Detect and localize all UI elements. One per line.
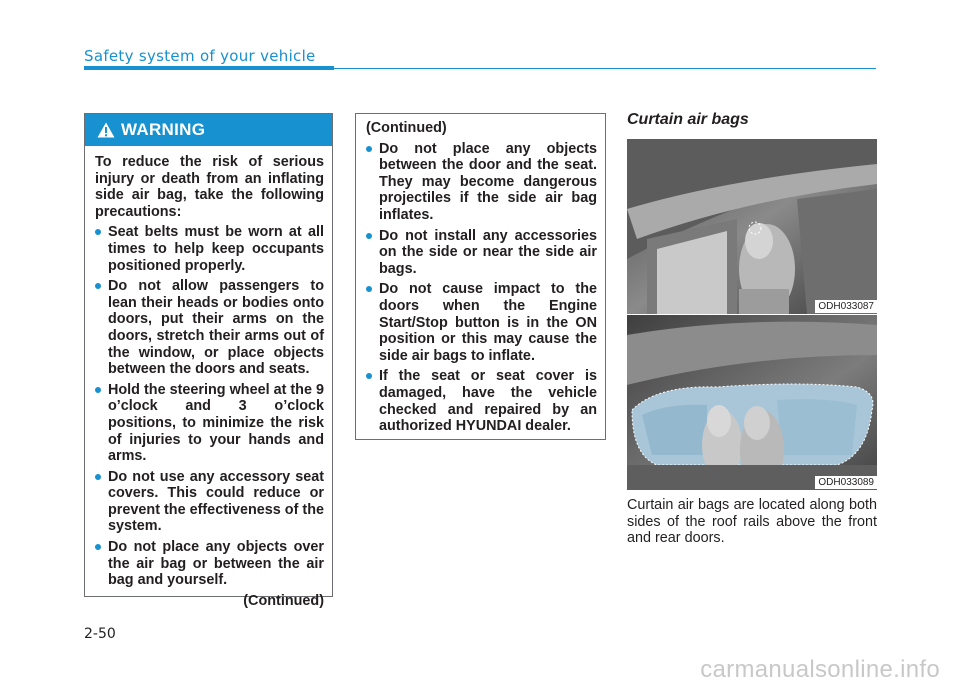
page-number: 2-50	[84, 626, 116, 642]
warning-bar	[85, 114, 332, 146]
bullet-dot	[95, 474, 101, 480]
list-item: Seat belts must be worn at all times to help keep occupants positioned properly.	[95, 224, 324, 274]
section-title: Curtain air bags	[627, 111, 749, 128]
continued-label: (Continued)	[243, 592, 324, 609]
list-item: Do not place any objects over the air bag or between the air bag and yourself.	[95, 539, 324, 589]
list-item: Do not install any accessories on the side or near the side air bags.	[366, 228, 597, 278]
car-interior-photo-before	[627, 139, 877, 314]
warning-box	[84, 113, 333, 609]
warning-triangle-icon	[97, 122, 115, 138]
header-rule-thin	[334, 68, 876, 69]
continued-box	[355, 113, 606, 440]
continued-list	[366, 141, 597, 435]
continued-heading: (Continued)	[366, 120, 447, 136]
bullet-dot	[95, 229, 101, 235]
list-item: Do not place any objects between the door and the seat. They may become dangerous projectiles if the side air bag inflates.	[366, 141, 597, 224]
list-item: Do not use any accessory seat covers. This could reduce or prevent the effectiveness of the system.	[95, 469, 324, 535]
list-item: Do not allow passengers to lean their heads or bodies onto doors, put their arms on the doors, stretch their arms out of the window, or place objects between the doors and seats.	[95, 278, 324, 378]
header-rule-thick	[84, 66, 334, 70]
warning-intro: To reduce the risk of serious injury or death from an inflating side air bag, take the following precautions:	[95, 154, 324, 220]
watermark: carmanualsonline.info	[700, 656, 940, 683]
bullet-dot	[366, 373, 372, 379]
list-item: If the seat or seat cover is damaged, have the vehicle checked and repaired by an authorized HYUNDAI dealer.	[366, 368, 597, 434]
warning-list	[95, 224, 324, 588]
section-header-title: Safety system of your vehicle	[84, 47, 316, 65]
list-item: Do not cause impact to the doors when the Engine Start/Stop button is in the ON position or this may cause the side air bags to inflate.	[366, 281, 597, 364]
section-description: Curtain air bags are located along both sides of the roof rails above the front and rear doors.	[627, 497, 877, 547]
image-code: ODH033087	[815, 300, 877, 313]
warning-body	[85, 146, 332, 615]
continued-body	[356, 114, 605, 445]
list-item: Hold the steering wheel at the 9 o’clock and 3 o’clock positions, to minimize the risk of injuries to your hands and arms.	[95, 382, 324, 465]
bullet-dot	[366, 146, 372, 152]
bullet-dot	[366, 233, 372, 239]
bullet-dot	[95, 544, 101, 550]
bullet-dot	[95, 387, 101, 393]
bullet-dot	[95, 283, 101, 289]
image-code: ODH033089	[815, 476, 877, 489]
warning-label: WARNING	[121, 120, 206, 139]
bullet-dot	[366, 286, 372, 292]
car-interior-photo-airbag	[627, 315, 877, 490]
